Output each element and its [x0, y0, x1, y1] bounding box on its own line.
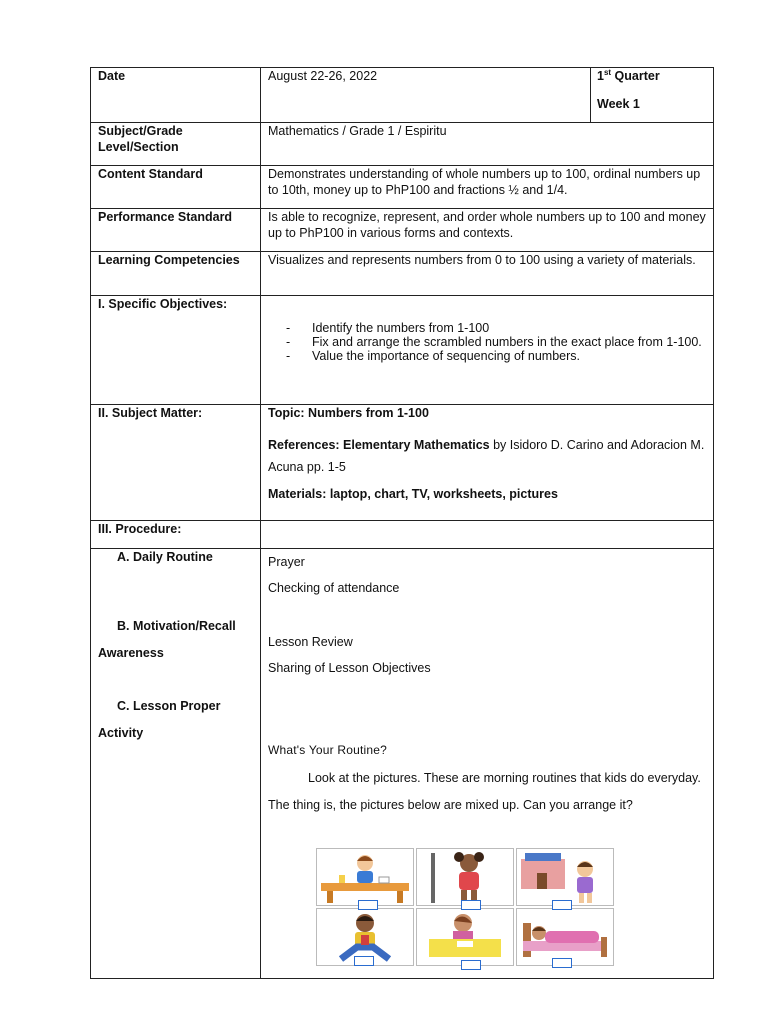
- content-standard-label: Content Standard: [98, 167, 203, 181]
- references-detail: by Isidoro D. Carino and Adoracion M. Acuna pp. 1-5: [268, 438, 705, 474]
- date-value: August 22-26, 2022: [268, 69, 378, 83]
- materials-text: Materials: laptop, chart, TV, worksheets, pictures: [268, 487, 558, 501]
- answer-box[interactable]: [461, 960, 481, 970]
- procedure-steps-cell: [91, 549, 261, 979]
- procedure-label: III. Procedure:: [98, 522, 182, 536]
- answer-box[interactable]: [354, 956, 374, 966]
- performance-standard-label: Performance Standard: [98, 210, 233, 224]
- activity-instructions: Look at the pictures. These are morning routines that kids do everyday. The thing is, the pictures below are mixed up. Can you arrange it?: [268, 771, 701, 812]
- daily-routine-label: A. Daily Routine: [117, 550, 213, 564]
- subject-value-cell: [261, 123, 714, 166]
- routine-item-prayer: Prayer: [268, 555, 305, 569]
- subject-label-cell: [91, 123, 261, 166]
- activity-title: What's Your Routine?: [268, 743, 388, 757]
- content-label-cell: [91, 166, 261, 209]
- answer-box[interactable]: [552, 958, 572, 968]
- quarter-label: [591, 68, 713, 84]
- activity-label: Activity: [98, 726, 144, 740]
- objectives-label: I. Specific Objectives:: [98, 297, 228, 311]
- performance-value-cell: [261, 209, 714, 252]
- lesson-proper-label: C. Lesson Proper: [117, 699, 221, 713]
- quarter-cell: [591, 68, 714, 123]
- answer-box[interactable]: [358, 900, 378, 910]
- routine-pictures-grid: [316, 848, 616, 966]
- procedure-label-cell: [91, 521, 261, 549]
- subject-label: Subject/Grade Level/Section: [98, 124, 183, 154]
- date-label-cell: [91, 68, 261, 123]
- answer-box[interactable]: [552, 900, 572, 910]
- brushing-teeth-picture: [416, 848, 514, 906]
- routine-item-attendance: Checking of attendance: [268, 581, 400, 595]
- objectives-list: [261, 321, 713, 363]
- performance-label-cell: [91, 209, 261, 252]
- competency-value-cell: [261, 252, 714, 296]
- objective-item: - Fix and arrange the scrambled numbers in the exact place from 1-100.: [286, 335, 707, 349]
- references-label: References: Elementary Mathematics: [268, 438, 490, 452]
- content-standard-value: Demonstrates understanding of whole numbers up to 100, ordinal numbers up to 10th, money up to PhP100 and fractions ½ and 1/4.: [268, 167, 701, 197]
- date-value-cell: [261, 68, 591, 123]
- subject-matter-value-cell: [261, 405, 714, 521]
- performance-standard-value: Is able to recognize, represent, and order whole numbers up to 100 and money up to PhP100 in various forms and contexts.: [268, 210, 706, 240]
- answer-box[interactable]: [461, 900, 481, 910]
- school-picture: [516, 848, 614, 906]
- references-text: [268, 434, 707, 478]
- competency-label-cell: [91, 252, 261, 296]
- quarter-number: 1: [597, 69, 604, 83]
- topic-text: Topic: Numbers from 1-100: [268, 406, 429, 420]
- subject-matter-label-cell: [91, 405, 261, 521]
- objective-item: - Identify the numbers from 1-100: [286, 321, 707, 335]
- objective-item: - Value the importance of sequencing of numbers.: [286, 349, 707, 363]
- homework-picture: [416, 908, 514, 966]
- objectives-label-cell: [91, 296, 261, 405]
- objectives-value-cell: [261, 296, 714, 405]
- recall-item-review: Lesson Review: [268, 635, 353, 649]
- quarter-word: Quarter: [611, 69, 660, 83]
- week-label: Week 1: [597, 97, 640, 111]
- learning-competencies-label: Learning Competencies: [98, 253, 240, 267]
- learning-competencies-value: Visualizes and represents numbers from 0 to 100 using a variety of materials.: [268, 253, 696, 267]
- quarter-suffix: st: [603, 67, 612, 77]
- lesson-plan-table: [90, 67, 714, 979]
- recall-item-objectives: Sharing of Lesson Objectives: [268, 661, 431, 675]
- content-value-cell: [261, 166, 714, 209]
- date-label: Date: [98, 69, 126, 83]
- motivation-label: B. Motivation/Recall: [117, 619, 236, 633]
- procedure-value-cell: [261, 521, 714, 549]
- subject-matter-label: II. Subject Matter:: [98, 406, 203, 420]
- awareness-label: Awareness: [98, 646, 164, 660]
- breakfast-picture: [316, 848, 414, 906]
- subject-value: Mathematics / Grade 1 / Espiritu: [268, 124, 447, 138]
